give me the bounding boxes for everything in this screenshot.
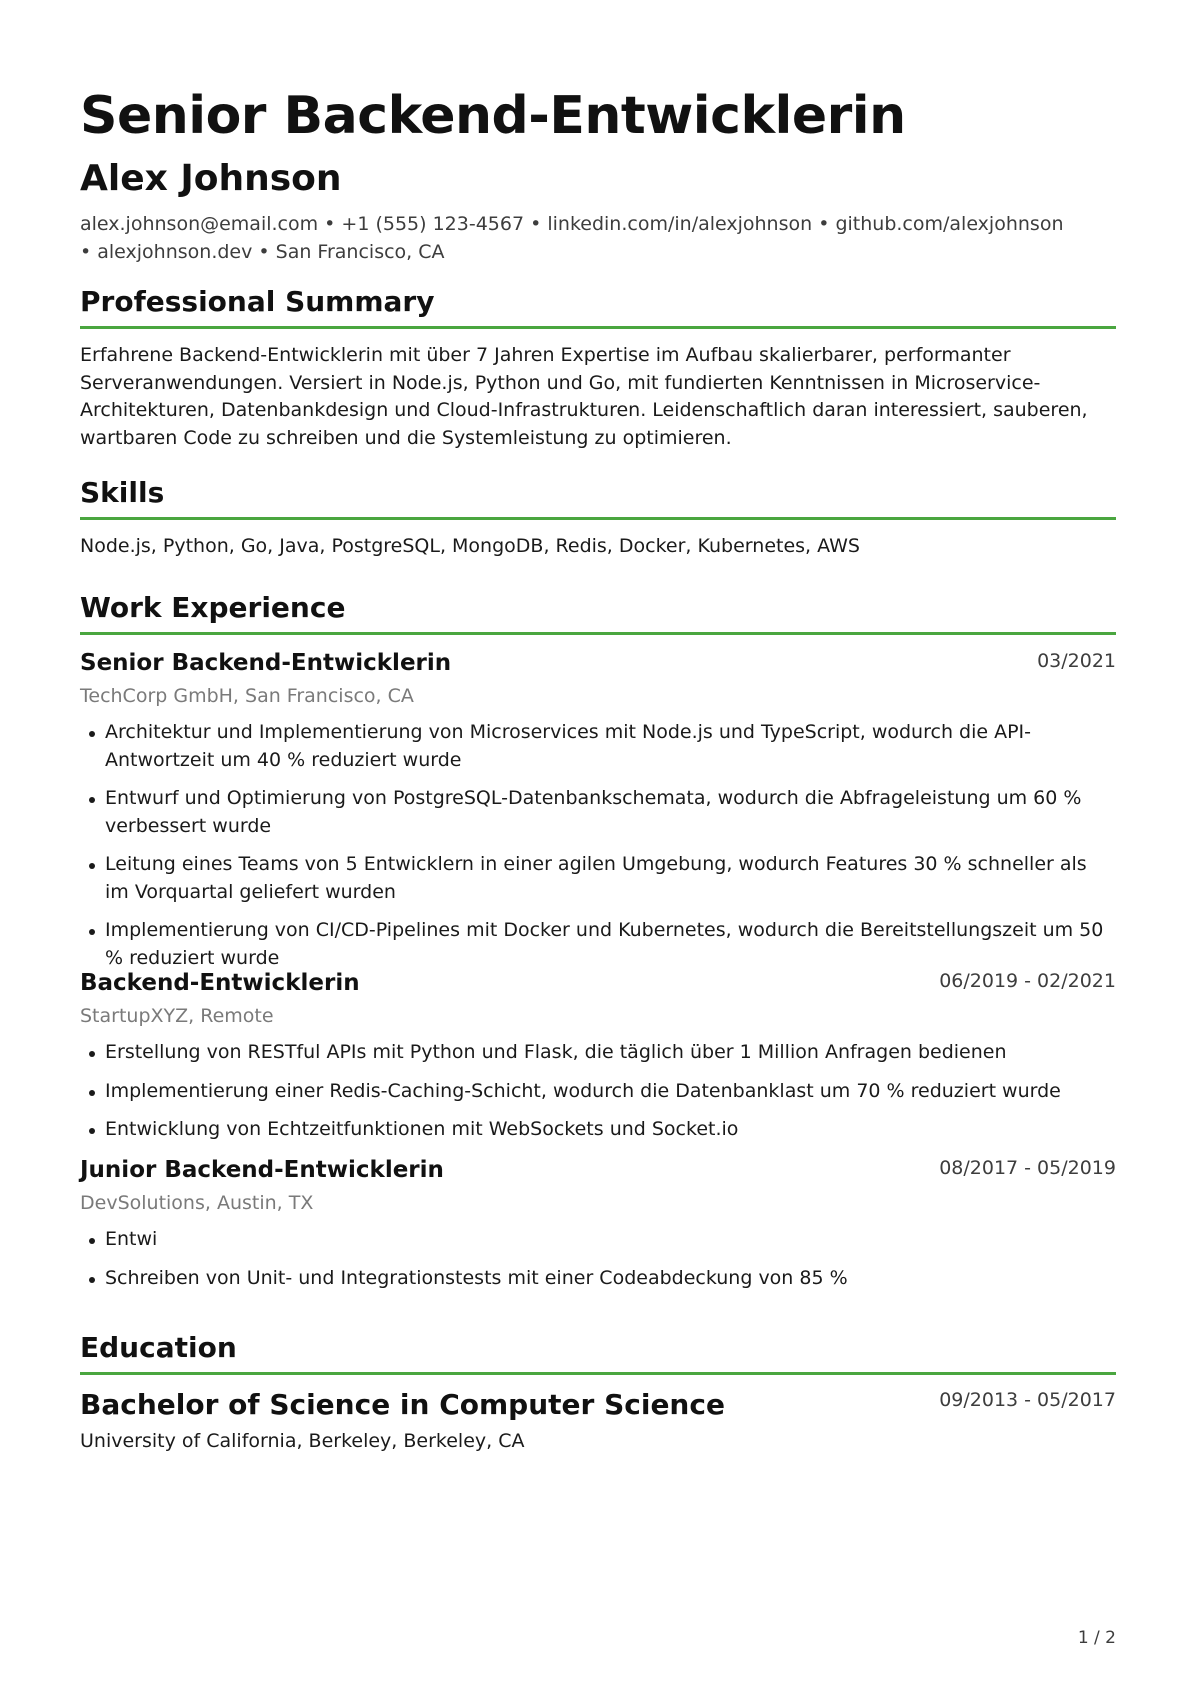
job-bullet (80, 1226, 1116, 1254)
summary-heading: Professional Summary (80, 282, 1116, 329)
bullet-text: Erstellung von RESTful APIs mit Python und Flask, die täglich über 1 Million Anfragen bedienen (105, 1041, 1007, 1063)
resume-page (80, 0, 1116, 1683)
job-bullet (80, 1039, 1116, 1067)
job-date: 03/2021 (1037, 650, 1116, 672)
job-bullet (80, 1116, 1116, 1144)
job-bullet (80, 785, 1116, 840)
page-number: 1 / 2 (1077, 1628, 1116, 1648)
bullet-dot (89, 797, 95, 803)
skills-heading: Skills (80, 473, 1116, 520)
school-name: University of California, Berkeley, Berkeley, CA (80, 1430, 525, 1452)
contact-line: alex.johnson@email.com • +1 (555) 123-4567 • linkedin.com/in/alexjohnson • github.com/alexjohnson • alexjohnson.dev • San Francisco, CA (80, 213, 1064, 263)
bullet-text: Implementierung von CI/CD-Pipelines mit Docker und Kubernetes, wodurch die Bereitstellungszeit um 50 % reduziert wurde (105, 919, 1104, 969)
bullet-dot (89, 1238, 95, 1244)
bullet-dot (89, 863, 95, 869)
bullet-text: Architektur und Implementierung von Microservices mit Node.js und TypeScript, wodurch die API-Antwortzeit um 40 % reduziert wurde (105, 721, 1032, 771)
bullet-dot (89, 1051, 95, 1057)
job-bullet (80, 719, 1116, 774)
job-bullet (80, 1265, 1116, 1293)
candidate-name: Alex Johnson (80, 158, 342, 199)
bullet-text: Schreiben von Unit- und Integrationstests mit einer Codeabdeckung von 85 % (105, 1266, 848, 1289)
skills-text: Node.js, Python, Go, Java, PostgreSQL, MongoDB, Redis, Docker, Kubernetes, AWS (80, 535, 860, 557)
job-bullet (80, 1078, 1116, 1106)
job-title: Senior Backend-Entwicklerin (80, 650, 452, 676)
education-heading: Education (80, 1328, 1116, 1375)
bullet-dot (89, 929, 95, 935)
bullet-text: Implementierung einer Redis-Caching-Schicht, wodurch die Datenbanklast um 70 % reduziert wurde (105, 1079, 1061, 1102)
job-title: Backend-Entwicklerin (80, 970, 360, 996)
job-bullets (80, 719, 1116, 983)
resume-headline: Senior Backend-Entwicklerin (80, 86, 906, 146)
bullet-dot (89, 1128, 95, 1134)
job-company: StartupXYZ, Remote (80, 1005, 274, 1027)
job-bullet (80, 851, 1116, 906)
job-bullet (80, 917, 1116, 972)
job-company: TechCorp GmbH, San Francisco, CA (80, 685, 414, 707)
bullet-text: Entwurf und Optimierung von PostgreSQL-Datenbankschemata, wodurch die Abfrageleistung um 60 % verbessert wurde (105, 787, 1082, 837)
bullet-dot (89, 1090, 95, 1096)
job-title: Junior Backend-Entwicklerin (80, 1157, 444, 1183)
job-bullets (80, 1039, 1116, 1155)
bullet-text: Entwi (105, 1228, 158, 1250)
job-company: DevSolutions, Austin, TX (80, 1192, 314, 1214)
summary-text: Erfahrene Backend-Entwicklerin mit über 7 Jahren Expertise im Aufbau skalierbarer, performanter Serveranwendungen. Versiert in Node.js, Python und Go, mit fundierten Kenntnissen in Microservice-Architekturen, Datenbankdesign und Cloud-Infrastrukturen. Leidenschaftlich daran interessiert, sauberen, wartbaren Code zu schreiben und die Systemleistung zu optimieren. (80, 344, 1088, 449)
experience-heading: Work Experience (80, 588, 1116, 635)
education-date: 09/2013 - 05/2017 (939, 1389, 1116, 1411)
job-bullets (80, 1226, 1116, 1303)
degree-title: Bachelor of Science in Computer Science (80, 1388, 725, 1421)
bullet-dot (89, 1277, 95, 1283)
job-date: 06/2019 - 02/2021 (939, 970, 1116, 992)
bullet-text: Leitung eines Teams von 5 Entwicklern in einer agilen Umgebung, wodurch Features 30 % schneller als im Vorquartal geliefert wurden (105, 853, 1087, 903)
bullet-text: Entwicklung von Echtzeitfunktionen mit WebSockets und Socket.io (105, 1118, 739, 1140)
job-date: 08/2017 - 05/2019 (939, 1157, 1116, 1179)
bullet-dot (89, 731, 95, 737)
